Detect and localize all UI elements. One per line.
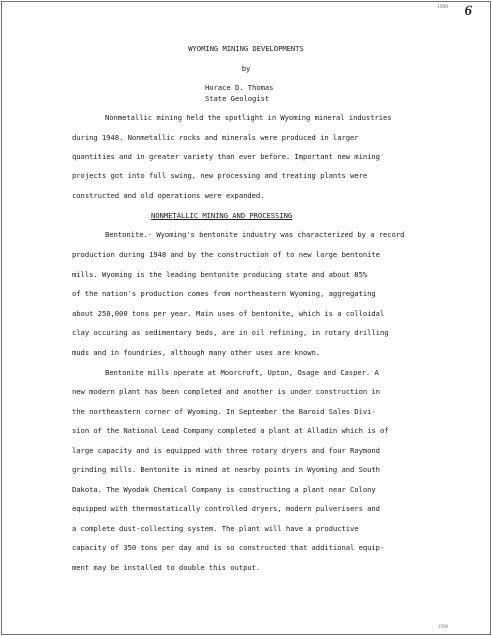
intro-line: projects got into full swing, new processing and treating plants were <box>72 171 368 180</box>
bentonite-line: Bentonite.- Wyoming's bentonite industry was characterized by a record <box>105 230 405 239</box>
bentonite-line: production during 1948 and by the construction of to new large bentonite <box>72 250 380 259</box>
intro-line: quantities and in greater variety than ever before. Important new mining <box>72 152 380 161</box>
author-title: State Geologist <box>205 94 270 103</box>
intro-line: constructed and old operations were expanded. <box>72 191 265 200</box>
mills-line: Bentonite mills operate at Moorcroft, Upton, Osage and Casper. A <box>105 368 379 377</box>
mills-line: capacity of 350 tons per day and is so constructed that additional equip- <box>72 543 385 552</box>
author-name: Horace D. Thomas <box>205 83 274 92</box>
bentonite-line: about 250,000 tons per year. Main uses of bentonite, which is a colloidal <box>72 309 385 318</box>
mills-line: Dakota. The Wyodak Chemical Company is constructing a plant near Colony <box>72 485 376 494</box>
section-heading: NONMETALLIC MINING AND PROCESSING <box>151 211 293 220</box>
archive-number: 1998 <box>437 4 448 10</box>
mills-line: new modern plant has been completed and another is under construction in <box>72 387 380 396</box>
mills-line: grinding mills. Bentonite is mined at nearby points in Wyoming and South <box>72 465 380 474</box>
mills-line: large capacity and is equipped with three rotary dryers and four Raymond <box>72 446 380 455</box>
intro-line: during 1948. Nonmetallic rocks and minerals were produced in larger <box>72 133 359 142</box>
mills-line: the northeastern corner of Wyoming. In September the Baroid Sales Divi- <box>72 407 376 416</box>
mills-line: sion of the National Lead Company completed a plant at Alladin which is of <box>72 426 389 435</box>
bentonite-line: muds and in foundries, although many other uses are known. <box>72 348 321 357</box>
mills-line: equipped with thermostatically controlled dryers, modern pulverisers and <box>72 504 380 513</box>
footer-number: 1998 <box>438 625 448 630</box>
bentonite-line: clay occuring as sedimentary beds, are in oil refining, in rotary drilling <box>72 328 389 337</box>
mills-line: a complete dust-collecting system. The plant will have a productive <box>72 524 359 533</box>
byline: by <box>241 64 251 73</box>
bentonite-line: mills. Wyoming is the leading bentonite producing state and about 85% <box>72 270 368 279</box>
bentonite-line: of the nation's production comes from northeastern Wyoming, aggregating <box>72 289 376 298</box>
document-title: WYOMING MINING DEVELOPMENTS <box>188 44 304 53</box>
intro-line: Nonmetallic mining held the spotlight in Wyoming mineral industries <box>105 113 392 122</box>
document-page <box>1 1 491 635</box>
handwritten-page-number: 6 <box>464 3 472 19</box>
mills-line: ment may be installed to double this output. <box>72 563 261 572</box>
